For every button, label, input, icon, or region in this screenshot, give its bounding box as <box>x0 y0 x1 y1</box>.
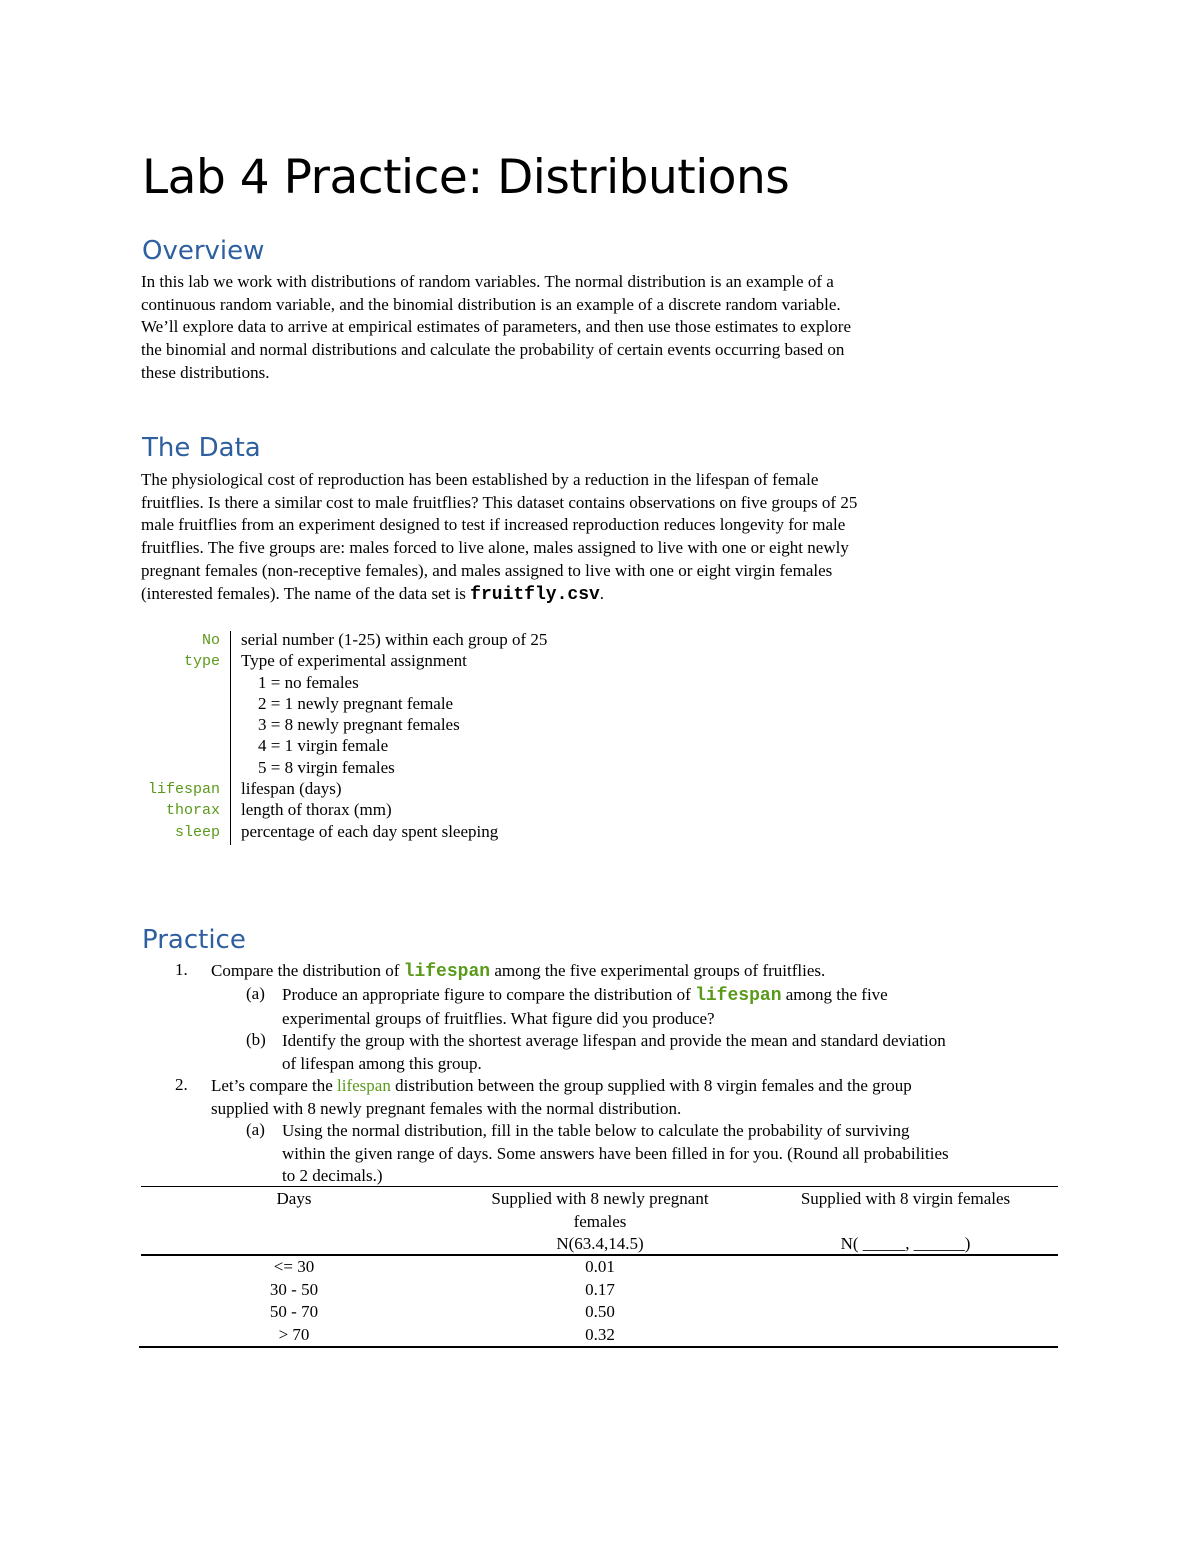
question-text: distribution between the group supplied with 8 virgin females and the group <box>390 1076 912 1095</box>
question-1b <box>282 1030 946 1075</box>
header-virgin-dist[interactable]: N( _____, ______) <box>840 1234 971 1253</box>
row-days: > 70 <box>278 1325 310 1344</box>
variable-name: No <box>201 632 220 649</box>
row-pregnant-prob: 0.01 <box>585 1257 615 1276</box>
data-line <box>141 583 981 607</box>
variables-divider <box>230 631 231 845</box>
variable-desc: 2 = 1 newly pregnant female <box>258 693 454 713</box>
data-line-suffix: . <box>599 583 605 603</box>
table-bottom-rule <box>139 1346 1058 1348</box>
question-2a <box>282 1120 949 1188</box>
question-number: 1. <box>175 960 188 979</box>
variable-desc: 3 = 8 newly pregnant females <box>258 715 460 735</box>
row-days: 50 - 70 <box>269 1302 319 1321</box>
data-line: The physiological cost of reproduction has been established by a reduction in the lifespan of female <box>141 470 819 489</box>
variable-name: thorax <box>165 802 220 820</box>
variable-ref: lifespan <box>403 962 491 982</box>
question-text: supplied with 8 newly pregnant females with the normal distribution. <box>211 1098 682 1118</box>
question-text: Let’s compare the <box>211 1076 338 1095</box>
table-top-rule <box>141 1186 1058 1187</box>
data-heading: The Data <box>142 433 261 463</box>
subquestion-label: (b) <box>246 1030 266 1049</box>
data-line: fruitflies. The five groups are: males forced to live alone, males assigned to live with one or eight newly <box>141 538 849 558</box>
data-line-prefix: (interested females). The name of the data set is <box>141 583 471 603</box>
question-text: Identify the group with the shortest average lifespan and provide the mean and standard deviation <box>282 1031 946 1050</box>
variable-desc: serial number (1-25) within each group of 25 <box>241 630 548 649</box>
question-text: to 2 decimals.) <box>282 1166 383 1186</box>
data-paragraph <box>141 469 981 606</box>
variable-ref: lifespan <box>695 986 782 1006</box>
question-2 <box>211 1075 912 1120</box>
overview-heading: Overview <box>142 236 265 266</box>
header-pregnant: Supplied with 8 newly pregnant <box>491 1189 709 1208</box>
page-title: Lab 4 Practice: Distributions <box>142 150 790 205</box>
subquestion-label: (a) <box>246 984 265 1003</box>
overview-line: these distributions. <box>141 362 270 382</box>
overview-line: We’ll explore data to arrive at empirical estimates of parameters, and then use those estimates to explore <box>141 317 851 337</box>
row-pregnant-prob: 0.17 <box>585 1280 615 1299</box>
variable-name: sleep <box>174 823 220 841</box>
variable-desc: Type of experimental assignment <box>241 651 467 671</box>
practice-heading: Practice <box>142 925 246 955</box>
question-text: Compare the distribution of <box>211 961 404 980</box>
row-days: <= 30 <box>273 1257 315 1276</box>
overview-line: In this lab we work with distributions of random variables. The normal distribution is an example of a <box>141 272 834 291</box>
data-line: fruitflies. Is there a similar cost to male fruitflies? This dataset contains observations on five groups of 25 <box>141 492 858 512</box>
variable-desc: 5 = 8 virgin females <box>258 757 395 777</box>
row-pregnant-prob: 0.50 <box>585 1302 615 1321</box>
question-text: among the five <box>781 985 888 1004</box>
question-text: of lifespan among this group. <box>282 1053 482 1073</box>
question-text: experimental groups of fruitflies. What figure did you produce? <box>282 1008 715 1028</box>
dataset-name: fruitfly.csv <box>470 584 600 605</box>
row-days: 30 - 50 <box>269 1280 319 1299</box>
variable-ref: lifespan <box>337 1076 391 1095</box>
variable-desc: 4 = 1 virgin female <box>258 736 389 756</box>
overview-paragraph <box>141 271 981 385</box>
header-pregnant-2: females <box>573 1212 627 1231</box>
subquestion-label: (a) <box>246 1120 265 1139</box>
question-text: among the five experimental groups of fruitflies. <box>490 961 826 980</box>
question-number: 2. <box>175 1075 188 1094</box>
question-text: within the given range of days. Some answers have been filled in for you. (Round all probabilities <box>282 1143 949 1163</box>
data-line: pregnant females (non-receptive females), and males assigned to live with one or eight virgin females <box>141 560 833 580</box>
question-text: Using the normal distribution, fill in the table below to calculate the probability of surviving <box>282 1121 910 1140</box>
question-1 <box>211 960 825 984</box>
variable-desc: percentage of each day spent sleeping <box>241 821 499 841</box>
variable-name: lifespan <box>147 781 220 799</box>
variable-desc: lifespan (days) <box>241 779 342 799</box>
row-pregnant-prob: 0.32 <box>585 1325 615 1344</box>
overview-line: continuous random variable, and the binomial distribution is an example of a discrete random variable. <box>141 294 841 314</box>
variable-name: type <box>183 653 220 671</box>
question-1a <box>282 984 888 1030</box>
data-line: male fruitflies from an experiment designed to test if increased reproduction reduces longevity for male <box>141 515 846 535</box>
header-days: Days <box>276 1189 312 1208</box>
header-pregnant-dist: N(63.4,14.5) <box>556 1234 644 1253</box>
question-text: Produce an appropriate figure to compare the distribution of <box>282 985 696 1004</box>
variable-desc: length of thorax (mm) <box>241 800 392 820</box>
overview-line: the binomial and normal distributions and calculate the probability of certain events occurring based on <box>141 340 845 360</box>
table-header-rule <box>141 1254 1058 1256</box>
variable-desc: 1 = no females <box>258 672 359 692</box>
header-virgin: Supplied with 8 virgin females <box>800 1189 1011 1208</box>
